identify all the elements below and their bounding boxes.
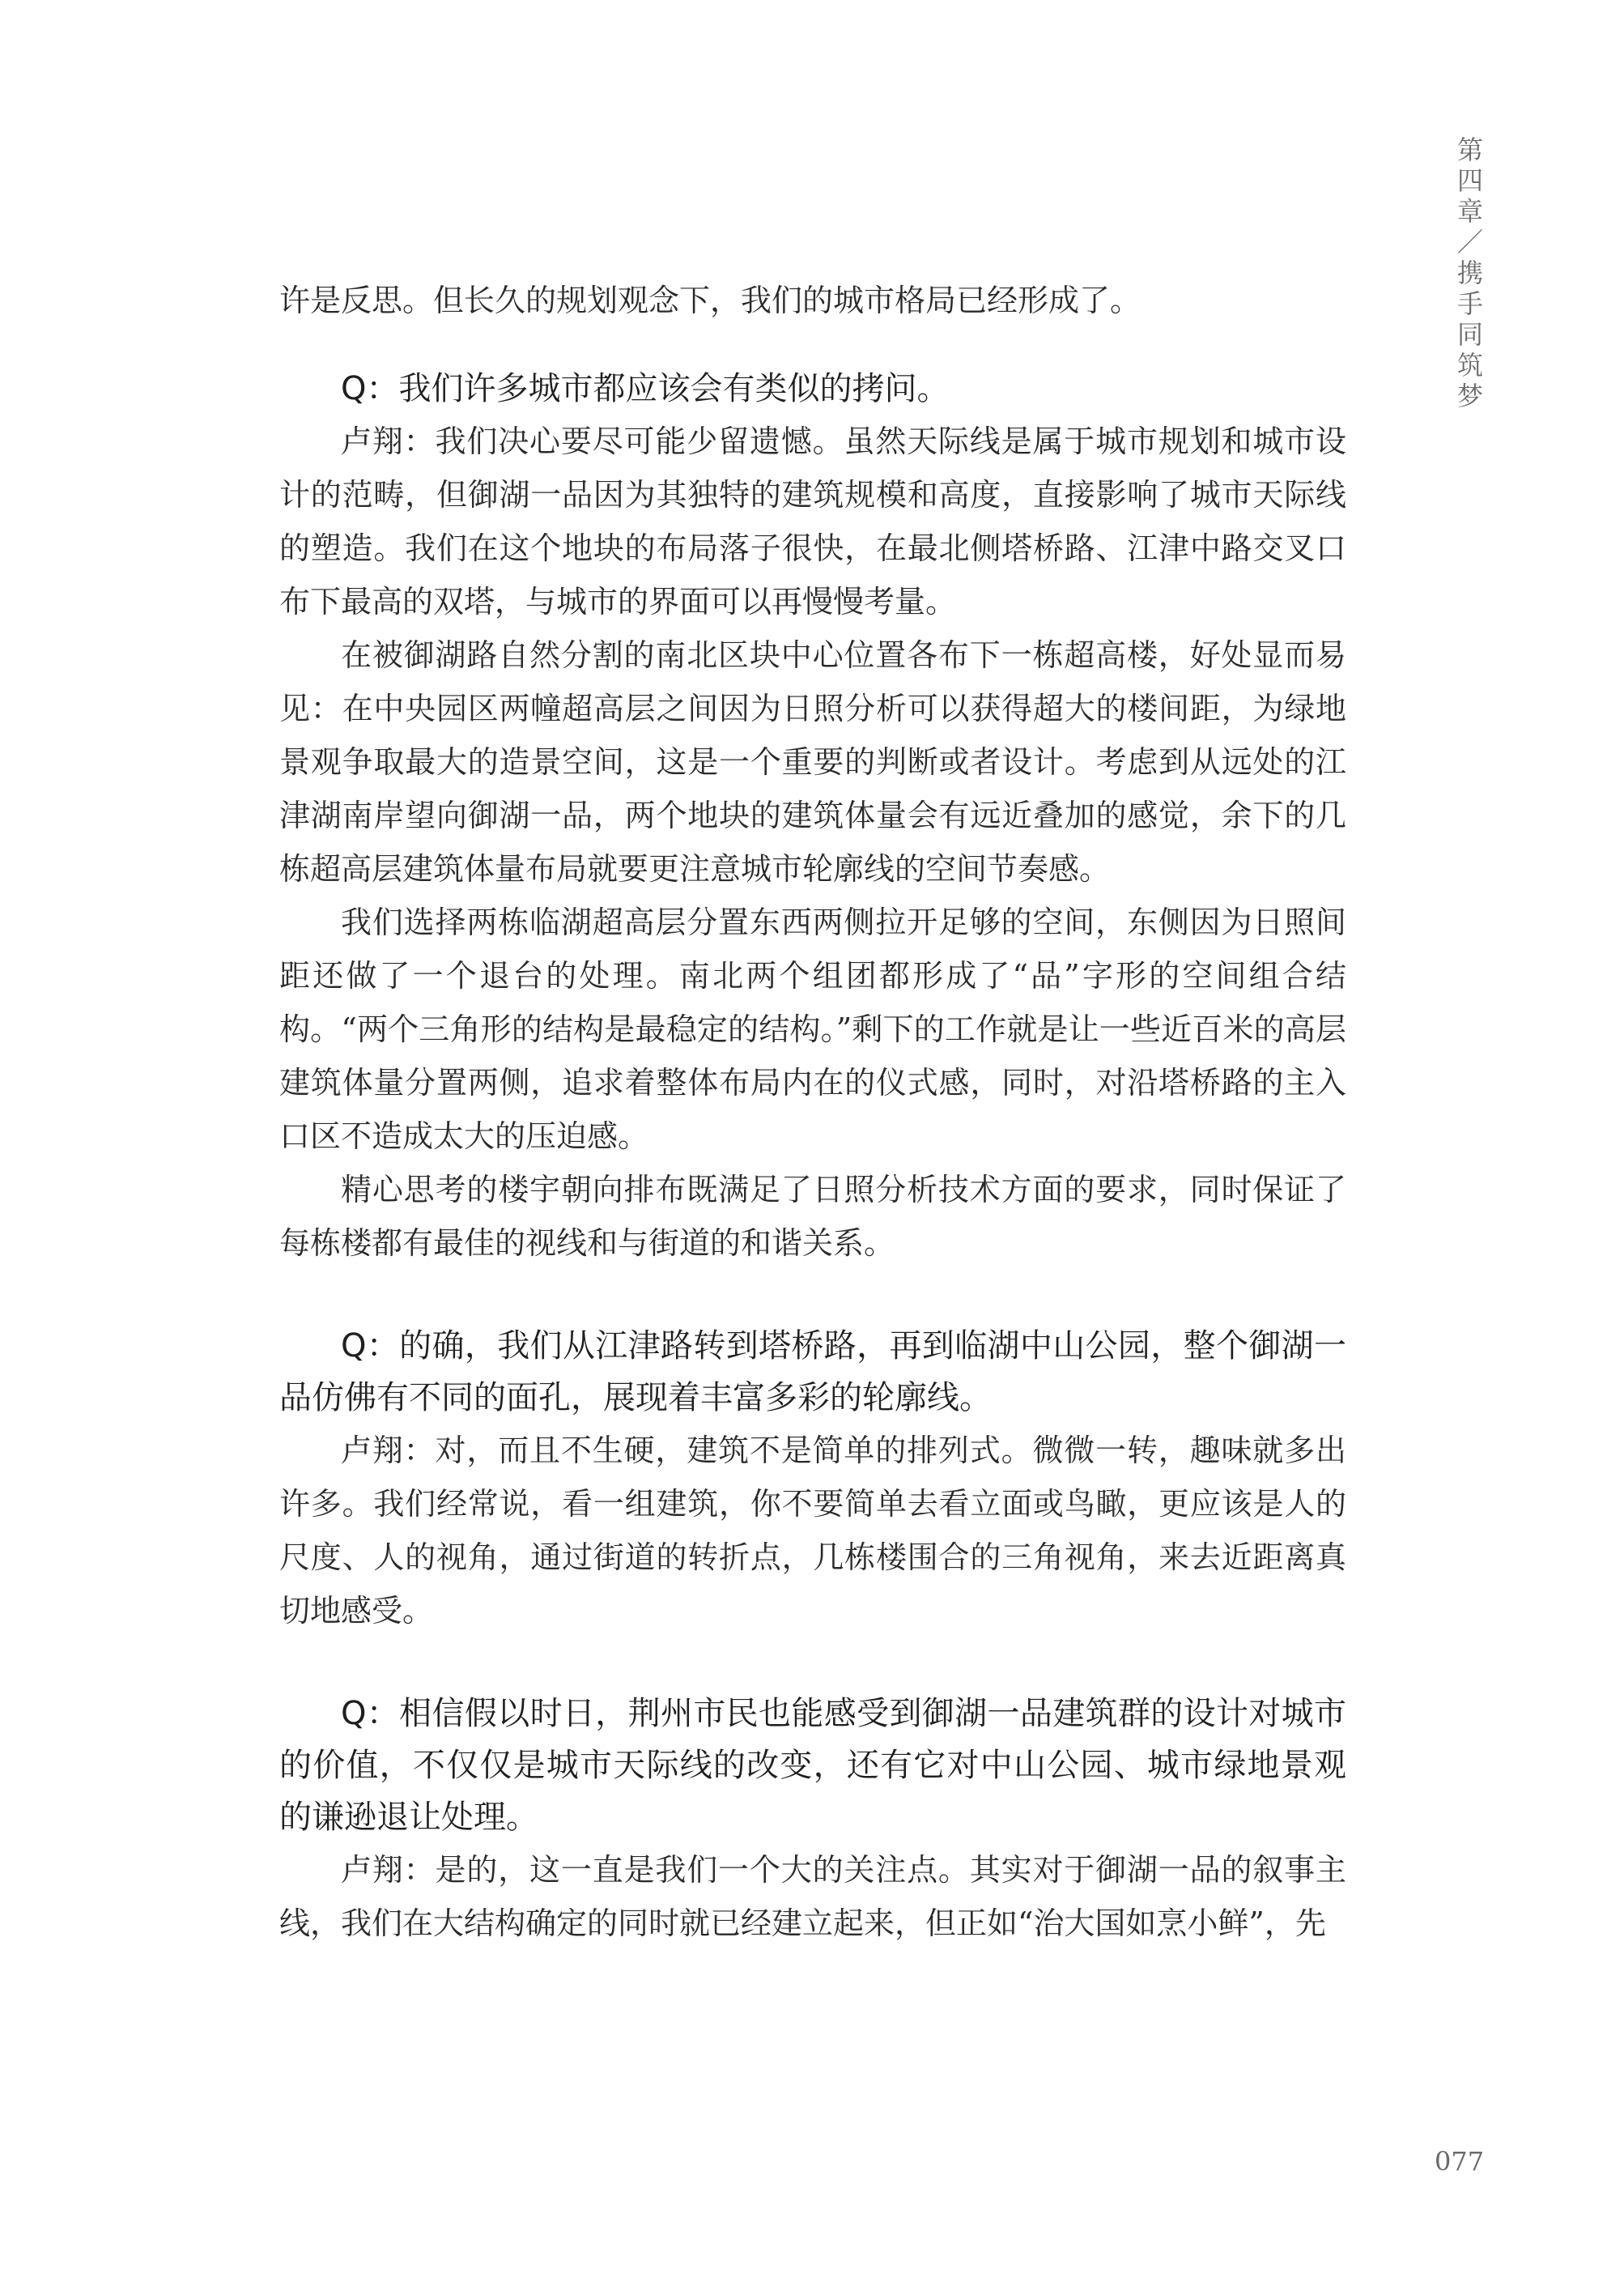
section-gap [279,327,1346,363]
section-gap [279,1270,1346,1320]
page-content [279,274,1346,1950]
question-3: Q：相信假以时日，荆州市民也能感受到御湖一品建筑群的设计对城市的价值，不仅仅是城市天际线的改变，还有它对中山公园、城市绿地景观的谦逊退让处理。 [279,1695,1346,1836]
answer-1-paragraph-2: 在被御湖路自然分割的南北区块中心位置各布下一栋超高楼，好处显而易见：在中央园区两幢超高层之间因为日照分析可以获得超大的楼间距，为绿地景观争取最大的造景空间，这是一个重要的判断或者设计。考虑到从远处的江津湖南岸望向御湖一品，两个地块的建筑体量会有远近叠加的感觉，余下的几栋超高层建筑体量布局就要更注意城市轮廓线的空间节奏感。 [279,637,1346,887]
carryover-paragraph: 许是反思。但长久的规划观念下，我们的城市格局已经形成了。 [279,283,1141,318]
question-1: Q：我们许多城市都应该会有类似的拷问。 [341,370,950,407]
answer-1-paragraph-3: 我们选择两栋临湖超高层分置东西两侧拉开足够的空间，东侧因为日照间距还做了一个退台的处理。南北两个组团都形成了“品”字形的空间组合结构。“两个三角形的结构是最稳定的结构。”剩下的工作就是让一些近百米的高层建筑体量分置两侧，追求着整体布局内在的仪式感，同时，对沿塔桥路的主入口区不造成太大的压迫感。 [279,905,1346,1154]
chapter-running-title: 第四章／携手同筑梦 [1453,136,1484,413]
answer-1-paragraph-1: 卢翔：我们决心要尽可能少留遗憾。虽然天际线是属于城市规划和城市设计的范畴，但御湖一品因为其独特的建筑规模和高度，直接影响了城市天际线的塑造。我们在这个地块的布局落子很快，在最北侧塔桥路、江津中路交叉口布下最高的双塔，与城市的界面可以再慢慢考量。 [279,424,1346,620]
page-number: 077 [1435,2146,1485,2177]
question-2: Q：的确，我们从江津路转到塔桥路，再到临湖中山公园，整个御湖一品仿佛有不同的面孔，展现着丰富多彩的轮廓线。 [279,1327,1346,1416]
answer-2-paragraph-1: 卢翔：对，而且不生硬，建筑不是简单的排列式。微微一转，趣味就多出许多。我们经常说，看一组建筑，你不要简单去看立面或鸟瞰，更应该是人的尺度、人的视角，通过街道的转折点，几栋楼围合的三角视角，来去近距离真切地感受。 [279,1433,1346,1629]
answer-1-paragraph-4: 精心思考的楼宇朝向排布既满足了日照分析技术方面的要求，同时保证了每栋楼都有最佳的视线和与街道的和谐关系。 [279,1172,1346,1261]
answer-3-paragraph-1: 卢翔：是的，这一直是我们一个大的关注点。其实对于御湖一品的叙事主线，我们在大结构确定的同时就已经建立起来，但正如“治大国如烹小鲜”，先 [279,1852,1346,1941]
section-gap [279,1637,1346,1688]
